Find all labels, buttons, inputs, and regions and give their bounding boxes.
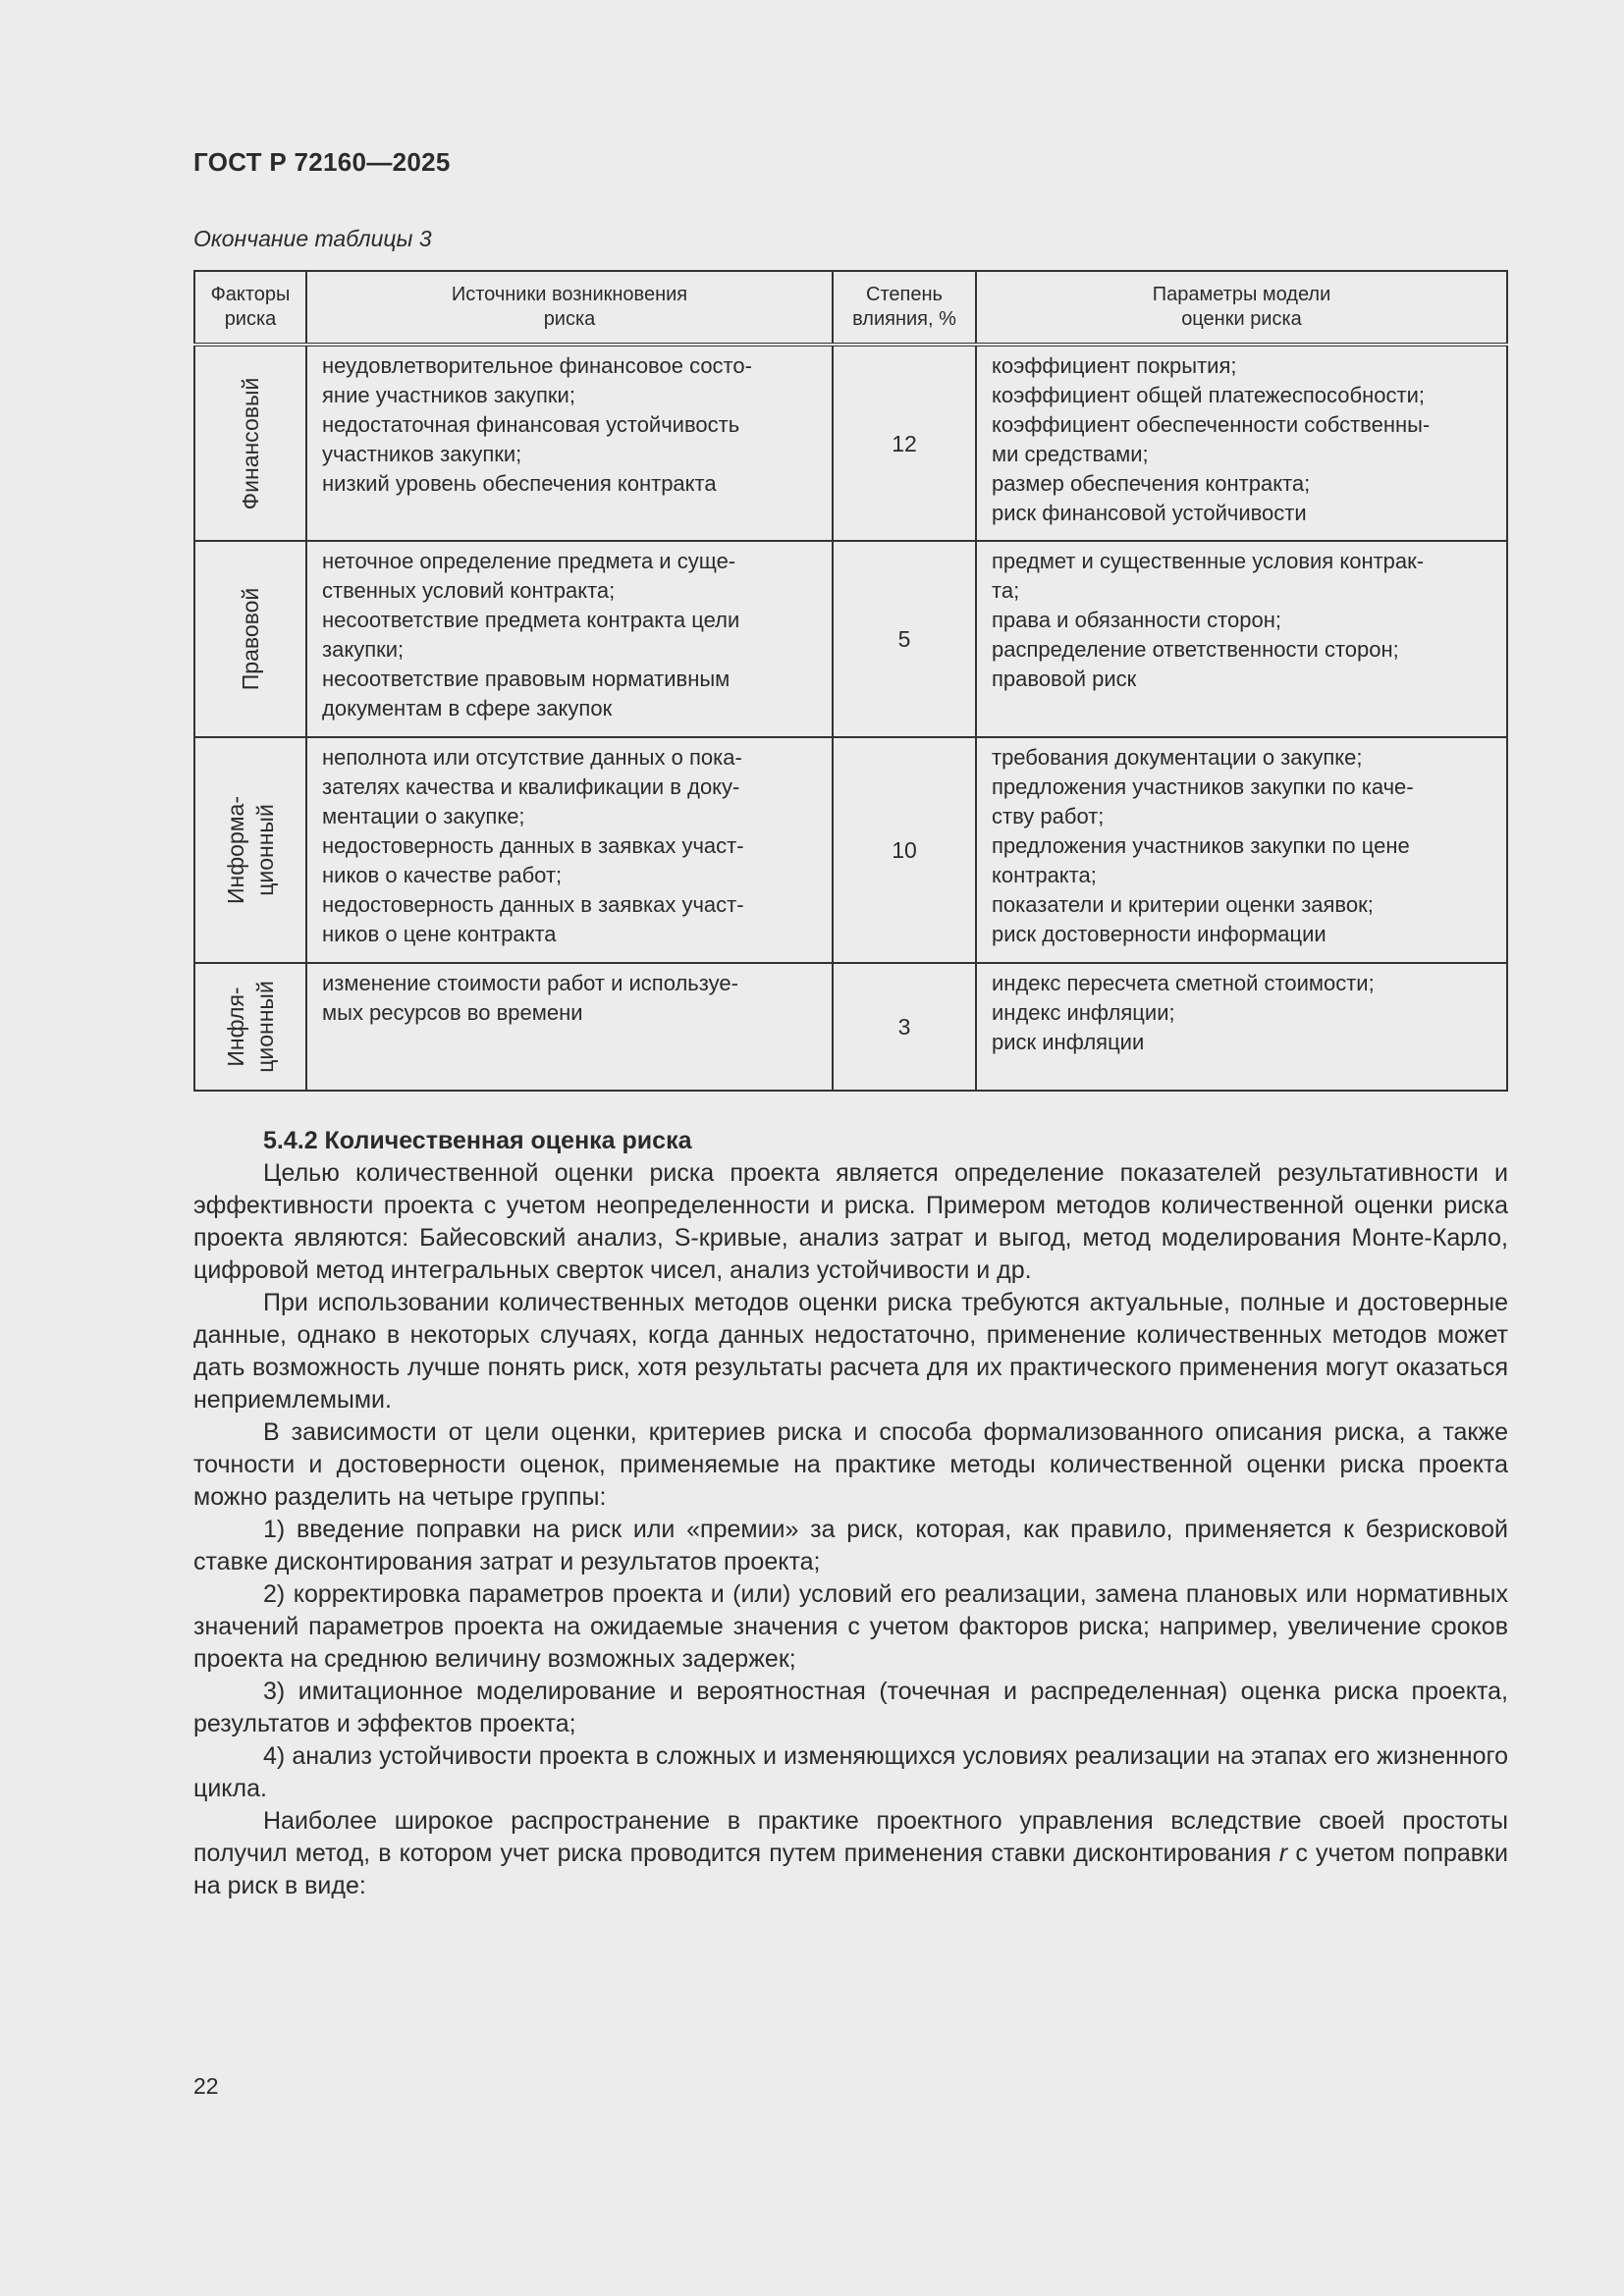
list-item: 4) анализ устойчивости проекта в сложных и изменяющихся условиях реализации на этапах его жизненного цикла. <box>193 1742 1508 1802</box>
degree-cell: 10 <box>833 737 976 963</box>
paragraph: При использовании количественных методов оценки риска требуются актуальные, полные и достоверные данные, однако в некоторых случаях, когда данных недостаточно, применение количественных методов может дать возможность лучше понять риск, хотя результаты расчета для их практического применения могут оказаться неприемлемыми. <box>193 1289 1508 1414</box>
paragraph: Целью количественной оценки риска проекта является определение показателей результативности и эффективности проекта с учетом неопределенности и риска. Примером методов количественной оценки риска проекта являются: Байесовский анализ, S-кривые, анализ затрат и выгод, метод моделирования Монте-Карло, цифровой метод интегральных сверток чисел, анализ устойчивости и др. <box>193 1159 1508 1284</box>
document-id: ГОСТ Р 72160—2025 <box>193 147 451 177</box>
header-factors: Факторы риска <box>194 271 306 345</box>
table-header-row <box>194 271 1507 345</box>
section-heading: 5.4.2 Количественная оценка риска <box>263 1127 692 1154</box>
params-cell: коэффициент покрытия; коэффициент общей платежеспособности; коэффициент обеспеченности собственны- ми средствами; размер обеспечения контракта; риск финансовой устойчивости <box>976 345 1507 541</box>
factor-cell: Информа- ционный <box>194 737 306 963</box>
page-number: 22 <box>193 2073 219 2099</box>
paragraph: В зависимости от цели оценки, критериев риска и способа формализованного описания риска, а также точности и достоверности оценок, применяемые на практике методы количественной оценки риска проекта можно разделить на четыре группы: <box>193 1418 1508 1511</box>
params-cell: предмет и существенные условия контрак- та; права и обязанности сторон; распределение ответственности сторон; правовой риск <box>976 541 1507 737</box>
list-item: 2) корректировка параметров проекта и (или) условий его реализации, замена плановых или нормативных значений параметров проекта на ожидаемые значения с учетом факторов риска; например, увеличение сроков проекта на среднюю величину возможных задержек; <box>193 1580 1508 1673</box>
degree-cell: 12 <box>833 345 976 541</box>
sources-cell: неполнота или отсутствие данных о пока- зателях качества и квалификации в доку- ментации о закупке; недостоверность данных в заявках участ- ников о качестве работ; недостоверность данных в заявках участ- ников о цене контракта <box>306 737 833 963</box>
factor-cell: Правовой <box>194 541 306 737</box>
degree-cell: 3 <box>833 963 976 1091</box>
table-row <box>194 345 1507 541</box>
table-row <box>194 737 1507 963</box>
table-row <box>194 963 1507 1091</box>
degree-cell: 5 <box>833 541 976 737</box>
section-body <box>193 1125 1508 1902</box>
table-row <box>194 541 1507 737</box>
risk-table <box>193 270 1508 1092</box>
paragraph-discount-rate: Наиболее широкое распространение в практике проектного управления вследствие своей простоты получил метод, в котором учет риска проводится путем применения ставки дисконтирования r с учетом поправки на риск в виде: <box>193 1807 1508 1899</box>
sources-cell: изменение стоимости работ и используе- мых ресурсов во времени <box>306 963 833 1091</box>
list-item: 1) введение поправки на риск или «премии» за риск, которая, как правило, применяется к безрисковой ставке дисконтирования затрат и результатов проекта; <box>193 1516 1508 1575</box>
table-caption: Окончание таблицы 3 <box>193 226 432 251</box>
header-degree: Степень влияния, % <box>833 271 976 345</box>
params-cell: требования документации о закупке; предложения участников закупки по каче- ству работ; предложения участников закупки по цене контракта; показатели и критерии оценки заявок; риск достоверности информации <box>976 737 1507 963</box>
variable-r: r <box>1278 1840 1288 1867</box>
sources-cell: неудовлетворительное финансовое состо- яние участников закупки; недостаточная финансовая устойчивость участников закупки; низкий уровень обеспечения контракта <box>306 345 833 541</box>
factor-cell: Финансовый <box>194 345 306 541</box>
sources-cell: неточное определение предмета и суще- ственных условий контракта; несоответствие предмета контракта цели закупки; несоответствие правовым нормативным документам в сфере закупок <box>306 541 833 737</box>
header-params: Параметры модели оценки риска <box>976 271 1507 345</box>
list-item: 3) имитационное моделирование и вероятностная (точечная и распределенная) оценка риска проекта, результатов и эффектов проекта; <box>193 1678 1508 1737</box>
factor-cell: Инфля- ционный <box>194 963 306 1091</box>
header-sources: Источники возникновения риска <box>306 271 833 345</box>
params-cell: индекс пересчета сметной стоимости; индекс инфляции; риск инфляции <box>976 963 1507 1091</box>
